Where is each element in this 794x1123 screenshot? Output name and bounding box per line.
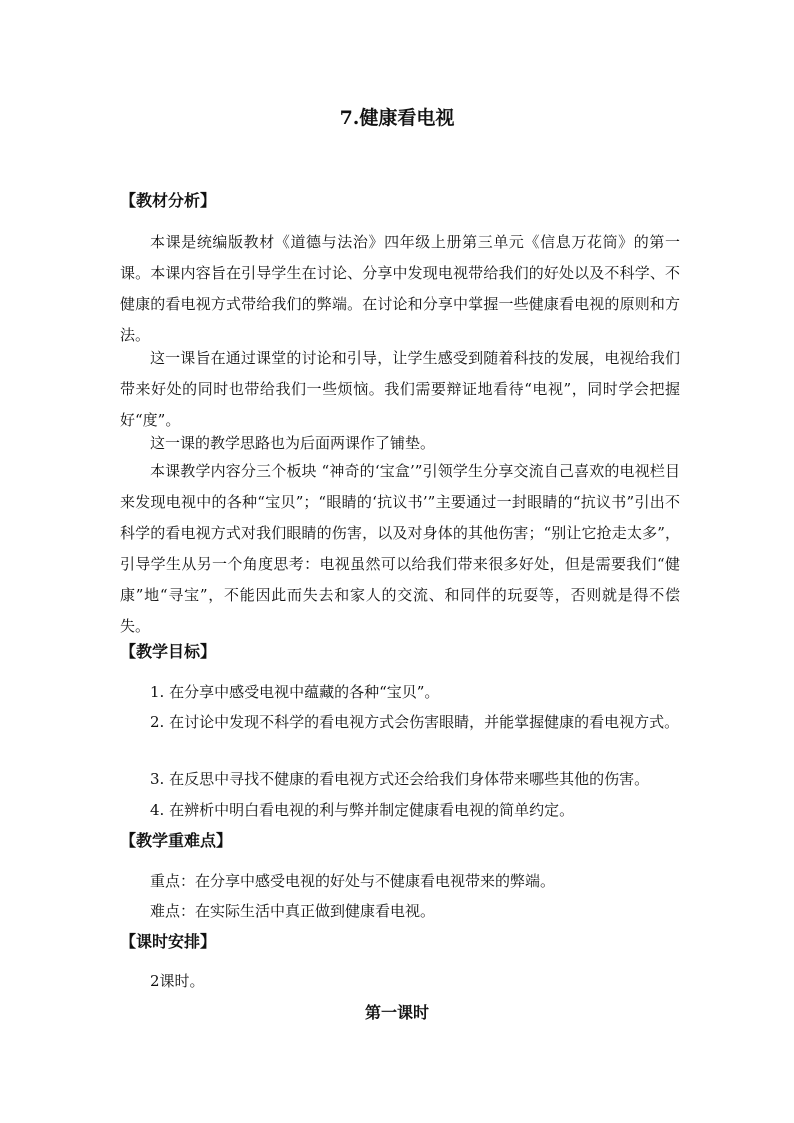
goal-item-4: 4. 在辨析中明白看电视的利与弊并制定健康看电视的简单约定。 — [150, 801, 575, 819]
schedule-text: 2课时。 — [150, 972, 205, 990]
key-point-focus: 重点：在分享中感受电视的好处与不健康看电视带来的弊端。 — [150, 872, 556, 890]
analysis-paragraph-1: 本课是统编版教材《道德与法治》四年级上册第三单元《信息万花筒》的第一课。本课内容旨在引导学生在讨论、分享中发现电视带给我们的好处以及不科学、不健康的看电视方式带给我们的弊端。在讨论和分享中掌握一些健康看电视的原则和方法。 — [120, 233, 680, 344]
section-heading-goals: 【教学目标】 — [120, 642, 217, 661]
analysis-paragraph-4: 本课教学内容分三个板块 “神奇的‘宝盒’”引领学生分享交流自己喜欢的电视栏目来发现电视中的各种“宝贝”；“眼睛的‘抗议书’”主要通过一封眼睛的“抗议书”引出不科学的看电视方式对我们眼睛的伤害，以及对身体的其他伤害；“别让它抢走太多”，引导学生从另一个角度思考：电视虽然可以给我们带来很多好处，但是需要我们“健康”地“寻宝”，不能因此而失去和家人的交流、和同伴的玩耍等，否则就是得不偿失。 — [120, 462, 680, 635]
goal-item-3: 3. 在反思中寻找不健康的看电视方式还会给我们身体带来哪些其他的伤害。 — [150, 770, 650, 788]
goal-item-2: 2. 在讨论中发现不科学的看电视方式会伤害眼睛，并能掌握健康的看电视方式。 — [150, 713, 680, 731]
section-heading-key-points: 【教学重难点】 — [120, 831, 233, 850]
document-title: 7.健康看电视 — [339, 107, 455, 129]
section-heading-analysis: 【教材分析】 — [120, 191, 217, 210]
analysis-paragraph-2: 这一课旨在通过课堂的讨论和引导，让学生感受到随着科技的发展，电视给我们带来好处的同时也带给我们一些烦恼。我们需要辩证地看待“电视”，同时学会把握好“度”。 — [120, 349, 680, 429]
lesson-title: 第一课时 — [364, 1003, 429, 1022]
analysis-paragraph-3: 这一课的教学思路也为后面两课作了铺垫。 — [150, 434, 436, 452]
section-heading-schedule: 【课时安排】 — [120, 932, 217, 951]
goal-item-1: 1. 在分享中感受电视中蕴藏的各种“宝贝”。 — [150, 683, 440, 701]
key-point-difficulty: 难点：在实际生活中真正做到健康看电视。 — [150, 902, 436, 920]
